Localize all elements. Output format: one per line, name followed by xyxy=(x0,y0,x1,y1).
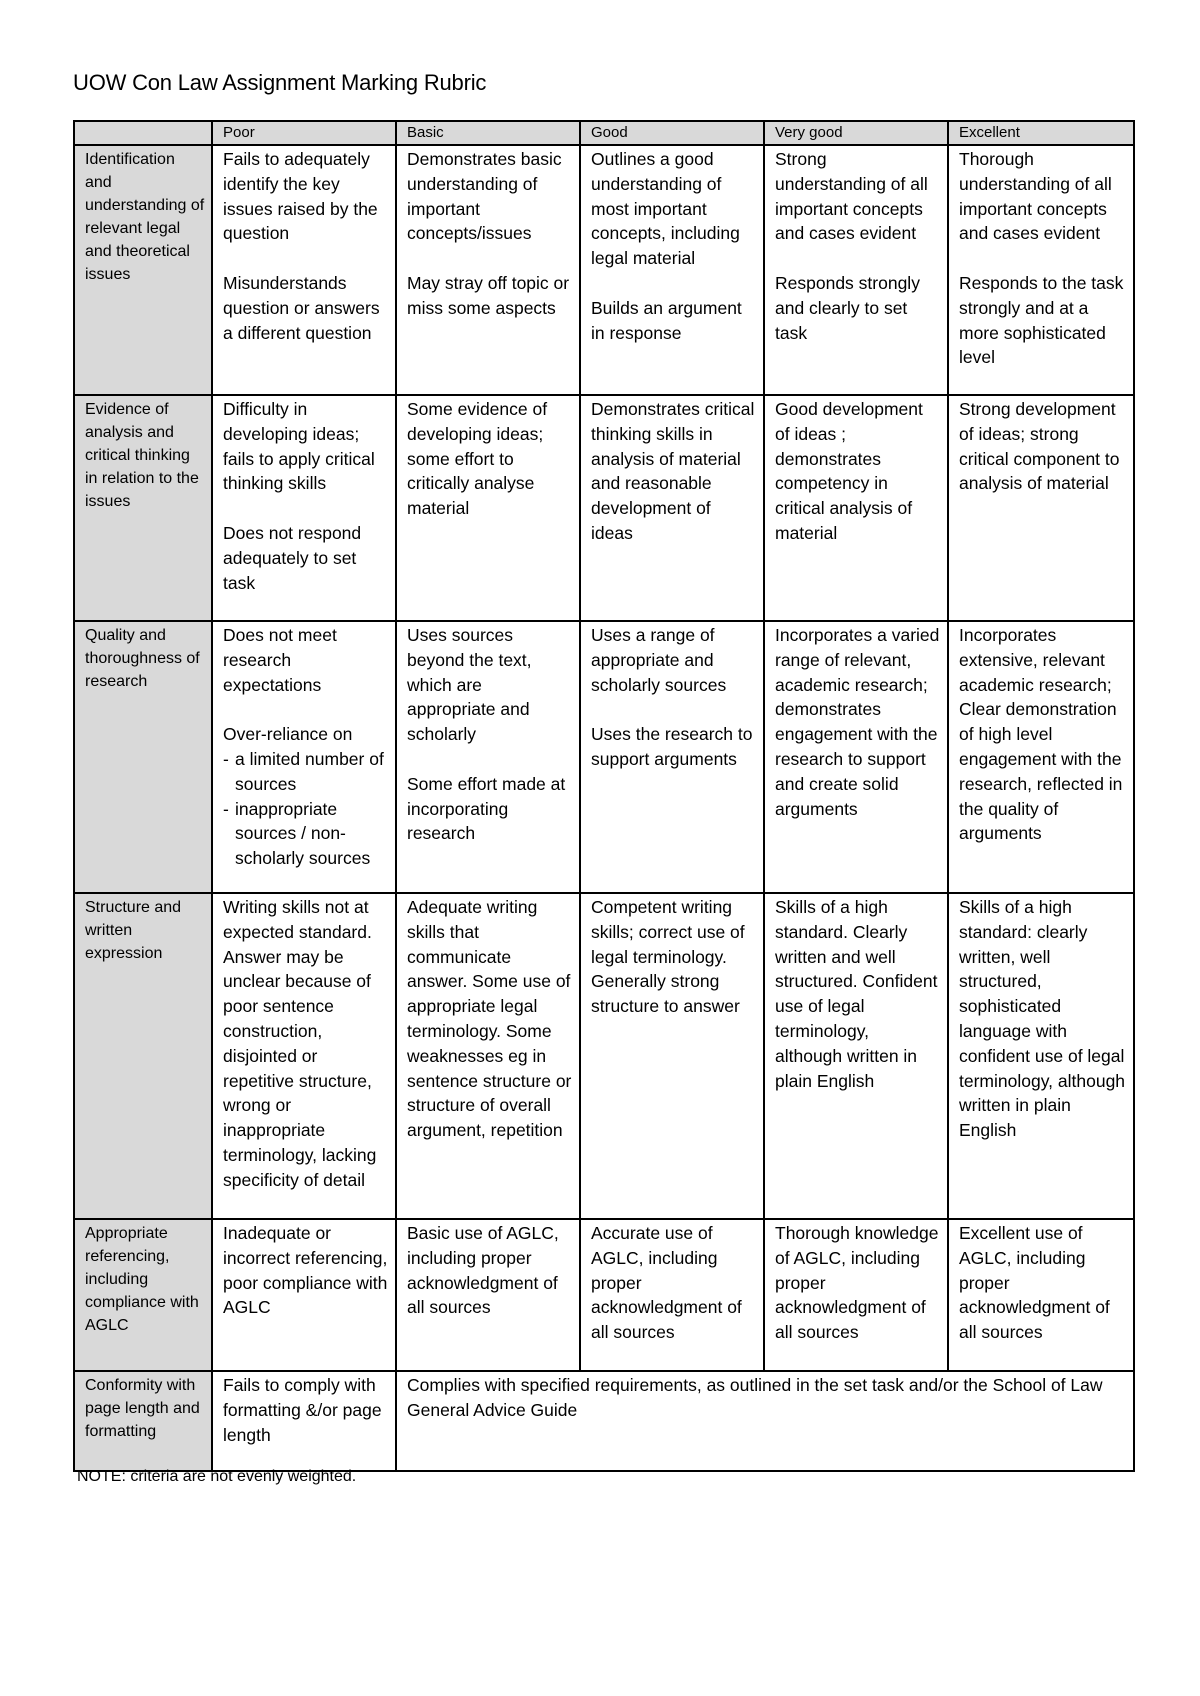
rubric-cell-very-good xyxy=(764,621,948,893)
cell-text: Uses the research to support arguments xyxy=(591,724,753,769)
list-item: - inappropriate sources / non-scholarly sources xyxy=(223,797,389,871)
cell-text: Strong understanding of all important concepts and cases evident xyxy=(775,149,928,244)
cell-text: Incorporates extensive, relevant academic research; Clear demonstration of high level engagement with the research, reflected in the quality of arguments xyxy=(959,625,1123,844)
rubric-cell-poor xyxy=(212,893,396,1219)
cell-text: Competent writing skills; correct use of legal terminology. Generally strong structure to answer xyxy=(591,897,745,1017)
rubric-cell-good xyxy=(580,145,764,395)
cell-text: Fails to comply with formatting &/or page length xyxy=(223,1375,382,1445)
column-header-good: Good xyxy=(580,121,764,145)
cell-text: Inadequate or incorrect referencing, poor compliance with AGLC xyxy=(223,1223,388,1318)
cell-text: Uses sources beyond the text, which are appropriate and scholarly xyxy=(407,625,532,745)
rubric-cell-excellent xyxy=(948,893,1134,1219)
rubric-table xyxy=(73,120,1135,1472)
cell-text: Thorough knowledge of AGLC, including proper acknowledgment of all sources xyxy=(775,1223,939,1343)
rubric-cell-very-good xyxy=(764,1219,948,1371)
rubric-cell-basic xyxy=(396,1219,580,1371)
table-row xyxy=(74,395,1134,621)
cell-text: Outlines a good understanding of most important concepts, including legal material xyxy=(591,149,740,269)
cell-text: Strong development of ideas; strong critical component to analysis of material xyxy=(959,399,1120,494)
cell-text: Some effort made at incorporating research xyxy=(407,773,566,844)
rubric-cell-very-good xyxy=(764,893,948,1219)
cell-text: Basic use of AGLC, including proper acknowledgment of all sources xyxy=(407,1223,559,1318)
cell-text: Responds to the task strongly and at a more sophisticated level xyxy=(959,272,1124,368)
rubric-cell-basic xyxy=(396,893,580,1219)
table-row xyxy=(74,145,1134,395)
list-item: - a limited number of sources xyxy=(223,747,389,797)
cell-text: Demonstrates critical thinking skills in analysis of material and reasonable development of ideas xyxy=(591,399,755,543)
cell-text: Skills of a high standard: clearly written, well structured, sophisticated language with confident use of legal terminology, although written in plain English xyxy=(959,897,1126,1141)
cell-text: Responds strongly and clearly to set task xyxy=(775,272,920,343)
criterion-label: Conformity with page length and formatting xyxy=(74,1371,212,1471)
rubric-cell-good xyxy=(580,1219,764,1371)
rubric-cell-basic xyxy=(396,395,580,621)
rubric-cell-excellent xyxy=(948,621,1134,893)
header-row xyxy=(74,121,1134,145)
page-title: UOW Con Law Assignment Marking Rubric xyxy=(73,70,487,95)
cell-text: Writing skills not at expected standard. Answer may be unclear because of poor sentence construction, disjointed or repetitive structure, wrong or inappropriate terminology, lacking specificity of detail xyxy=(223,897,377,1190)
cell-text: Thorough understanding of all important concepts and cases evident xyxy=(959,149,1112,244)
cell-text: Over-reliance on xyxy=(223,724,353,745)
rubric-cell-poor xyxy=(212,1371,396,1471)
table-row xyxy=(74,1371,1134,1471)
cell-text: Incorporates a varied range of relevant, academic research; demonstrates engagement with the research to support and create solid arguments xyxy=(775,625,940,819)
rubric-cell-good xyxy=(580,893,764,1219)
rubric-cell-merged xyxy=(396,1371,1134,1471)
cell-text: Uses a range of appropriate and scholarly sources xyxy=(591,625,727,695)
cell-text: Excellent use of AGLC, including proper acknowledgment of all sources xyxy=(959,1223,1110,1343)
rubric-cell-very-good xyxy=(764,145,948,395)
criterion-label: Quality and thoroughness of research xyxy=(74,621,212,893)
cell-text: May stray off topic or miss some aspects xyxy=(407,272,570,318)
bullet-list xyxy=(223,747,389,871)
cell-text: Some evidence of developing ideas; some effort to critically analyse material xyxy=(407,399,548,519)
table-row xyxy=(74,1219,1134,1371)
criterion-label: Identification and understanding of relevant legal and theoretical issues xyxy=(74,145,212,395)
cell-text: Misunderstands question or answers a different question xyxy=(223,272,380,343)
footnote: NOTE: criteria are not evenly weighted. xyxy=(77,1468,357,1485)
criterion-label: Evidence of analysis and critical thinking in relation to the issues xyxy=(74,395,212,621)
rubric-cell-good xyxy=(580,395,764,621)
rubric-cell-poor xyxy=(212,621,396,893)
cell-text: Adequate writing skills that communicate answer. Some use of appropriate legal terminology. Some weaknesses eg in sentence structure or structure of overall argument, repetition xyxy=(407,897,572,1141)
rubric-cell-basic xyxy=(396,621,580,893)
rubric-cell-very-good xyxy=(764,395,948,621)
criterion-label: Structure and written expression xyxy=(74,893,212,1219)
cell-text: Demonstrates basic understanding of important concepts/issues xyxy=(407,149,562,244)
cell-text: Builds an argument in response xyxy=(591,297,742,343)
cell-text: Difficulty in developing ideas; fails to apply critical thinking skills xyxy=(223,399,375,494)
cell-text: Does not meet research expectations xyxy=(223,625,337,695)
rubric-cell-excellent xyxy=(948,1219,1134,1371)
table-row xyxy=(74,893,1134,1219)
column-header-poor: Poor xyxy=(212,121,396,145)
cell-text: Skills of a high standard. Clearly written and well structured. Confident use of legal terminology, although written in plain English xyxy=(775,897,938,1091)
table-row xyxy=(74,621,1134,893)
rubric-cell-poor xyxy=(212,395,396,621)
rubric-cell-good xyxy=(580,621,764,893)
rubric-cell-poor xyxy=(212,145,396,395)
criterion-label: Appropriate referencing, including compliance with AGLC xyxy=(74,1219,212,1371)
rubric-cell-basic xyxy=(396,145,580,395)
header-corner xyxy=(74,121,212,145)
rubric-cell-excellent xyxy=(948,145,1134,395)
cell-text: Complies with specified requirements, as outlined in the set task and/or the School of Law General Advice Guide xyxy=(407,1375,1103,1420)
cell-text: Good development of ideas ; demonstrates competency in critical analysis of material xyxy=(775,399,923,543)
cell-text: Accurate use of AGLC, including proper acknowledgment of all sources xyxy=(591,1223,742,1343)
cell-text: Fails to adequately identify the key issues raised by the question xyxy=(223,149,378,244)
cell-text: Does not respond adequately to set task xyxy=(223,522,362,593)
column-header-basic: Basic xyxy=(396,121,580,145)
rubric-cell-excellent xyxy=(948,395,1134,621)
rubric-cell-poor xyxy=(212,1219,396,1371)
column-header-excellent: Excellent xyxy=(948,121,1134,145)
column-header-very-good: Very good xyxy=(764,121,948,145)
